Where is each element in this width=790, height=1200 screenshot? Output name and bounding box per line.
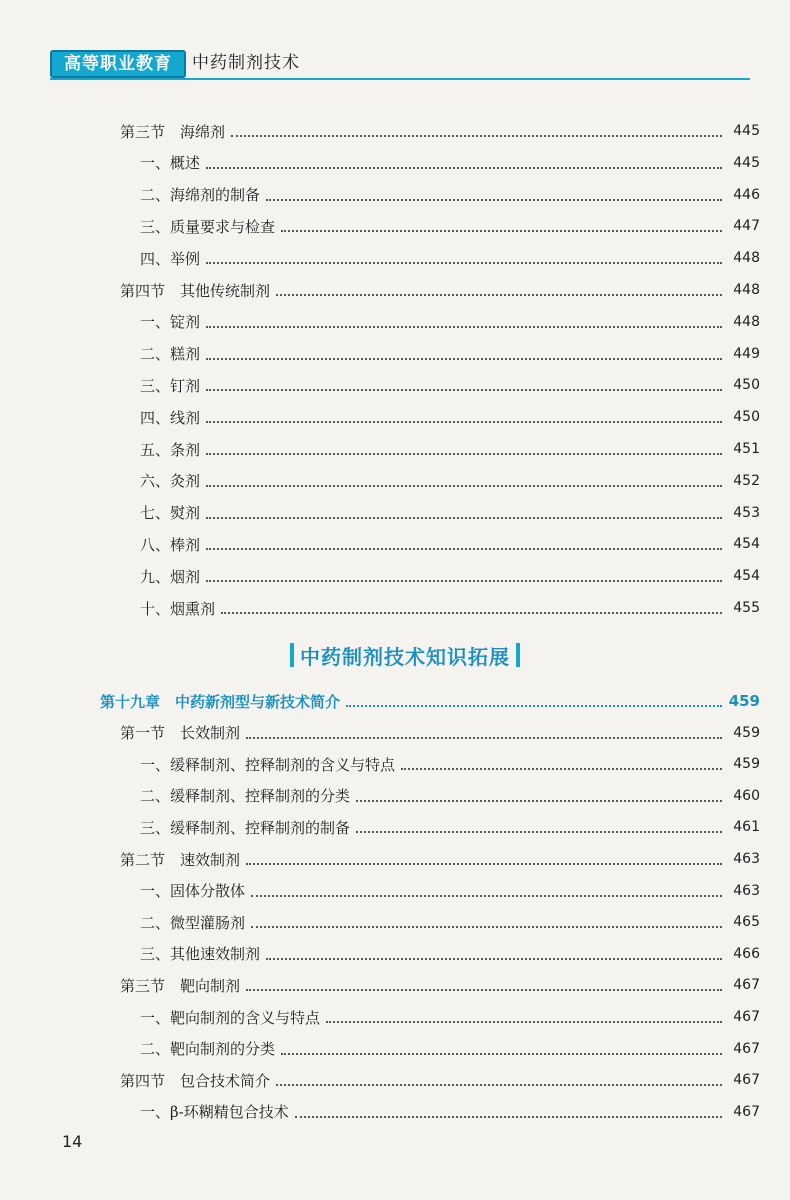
- toc-entry-page: 467: [733, 977, 760, 994]
- toc-entry-title: 三、其他速效制剂: [140, 945, 261, 964]
- toc-entry[interactable]: [120, 720, 760, 746]
- dot-leader: [206, 517, 722, 519]
- toc-entry-title: 一、缓释制剂、控释制剂的含义与特点: [140, 755, 396, 774]
- running-header: [0, 50, 790, 80]
- toc-entry-page: 451: [733, 441, 760, 457]
- dot-leader: [246, 863, 722, 865]
- toc-entry-title: 二、靶向制剂的分类: [140, 1040, 276, 1059]
- toc-entry-title: 十、烟熏剂: [140, 599, 216, 618]
- toc-entry-title: 一、靶向制剂的含义与特点: [140, 1008, 321, 1027]
- toc-entry[interactable]: [140, 814, 760, 840]
- toc-entry-title: 一、锭剂: [140, 313, 201, 332]
- dot-leader: [266, 958, 722, 960]
- toc-entry[interactable]: [140, 909, 760, 935]
- toc-entry-page: 459: [733, 724, 760, 741]
- toc-entry-title: 四、举例: [140, 249, 201, 268]
- toc-entry-title: 第三节 靶向制剂: [120, 976, 241, 995]
- dot-leader: [206, 326, 722, 328]
- toc-entry-page: 461: [733, 819, 760, 836]
- dot-leader: [295, 1116, 722, 1118]
- book-subject: 中药制剂技术: [192, 53, 300, 73]
- toc-entry[interactable]: [140, 595, 760, 621]
- toc-entry-title: 九、烟剂: [140, 567, 201, 586]
- dot-leader: [356, 831, 722, 833]
- dot-leader: [206, 262, 722, 264]
- toc-entry[interactable]: [140, 878, 760, 904]
- banner-bar-right: [516, 643, 520, 667]
- dot-leader: [346, 705, 722, 707]
- dot-leader: [206, 580, 722, 582]
- toc-entry-page: 445: [733, 123, 760, 139]
- toc-entry-page: 463: [733, 882, 760, 899]
- toc-entry-page: 446: [733, 186, 760, 203]
- toc-entry-title: 二、糕剂: [140, 345, 201, 364]
- toc-entry-title: 二、微型灌肠剂: [140, 913, 246, 932]
- toc-entry-title: 第十九章 中药新剂型与新技术简介: [100, 692, 341, 711]
- toc-entry-title: 二、海绵剂的制备: [140, 186, 261, 205]
- dot-leader: [281, 1053, 722, 1055]
- dot-leader: [251, 926, 722, 928]
- toc-entry-title: 五、条剂: [140, 440, 201, 459]
- toc-entry[interactable]: [140, 404, 760, 430]
- toc-entry[interactable]: [140, 531, 760, 557]
- toc-entry[interactable]: [100, 688, 760, 714]
- toc-entry[interactable]: [140, 309, 760, 335]
- toc-entry-page: 450: [733, 377, 760, 394]
- dot-leader: [281, 230, 722, 232]
- toc-entry-page: 450: [733, 409, 760, 426]
- page-number: 14: [62, 1132, 83, 1151]
- dot-leader: [206, 389, 722, 391]
- toc-entry[interactable]: [140, 182, 760, 208]
- toc-entry-title: 六、灸剂: [140, 472, 201, 491]
- toc-entry-page: 452: [733, 472, 760, 489]
- toc-entry-page: 453: [733, 504, 760, 521]
- toc-entry-page: 467: [733, 1040, 760, 1057]
- toc-entry[interactable]: [140, 783, 760, 809]
- toc-entry-page: 455: [733, 600, 760, 616]
- toc-entry[interactable]: [140, 213, 760, 239]
- toc-entry-page: 466: [733, 945, 760, 962]
- toc-entry-page: 449: [733, 345, 760, 362]
- series-label: 高等职业教育: [50, 50, 186, 78]
- toc-entry-page: 445: [733, 154, 760, 171]
- toc-entry-title: 第四节 包合技术简介: [120, 1071, 271, 1090]
- toc-entry[interactable]: [140, 563, 760, 589]
- toc-entry-title: 第三节 海绵剂: [120, 122, 226, 141]
- toc-entry[interactable]: [120, 277, 760, 303]
- dot-leader: [206, 485, 722, 487]
- dot-leader: [246, 737, 722, 739]
- toc-entry-page: 460: [733, 787, 760, 804]
- toc-entry-page: 459: [733, 756, 760, 773]
- dot-leader: [206, 421, 722, 423]
- toc-entry[interactable]: [140, 468, 760, 494]
- dot-leader: [326, 1021, 722, 1023]
- toc-entry[interactable]: [120, 846, 760, 872]
- toc-entry-title: 第四节 其他传统制剂: [120, 281, 271, 300]
- toc-entry[interactable]: [140, 245, 760, 271]
- dot-leader: [276, 294, 722, 296]
- toc-entry[interactable]: [140, 1099, 760, 1125]
- toc-entry-page: 463: [733, 851, 760, 867]
- toc-entry-title: 第一节 长效制剂: [120, 724, 241, 743]
- toc-entry-page: 454: [733, 568, 760, 585]
- toc-entry[interactable]: [120, 972, 760, 998]
- header-rule: [50, 78, 750, 80]
- dot-leader: [251, 895, 722, 897]
- toc-entry[interactable]: [120, 1067, 760, 1093]
- toc-entry[interactable]: [140, 500, 760, 526]
- toc-entry-title: 一、固体分散体: [140, 882, 246, 901]
- dot-leader: [231, 135, 722, 137]
- banner-title: 中药制剂技术知识拓展: [300, 644, 510, 669]
- toc-entry-title: 三、缓释制剂、控释制剂的制备: [140, 818, 351, 837]
- dot-leader: [221, 612, 722, 614]
- toc-entry-title: 七、熨剂: [140, 504, 201, 523]
- toc-entry[interactable]: [140, 941, 760, 967]
- toc-entry-title: 二、缓释制剂、控释制剂的分类: [140, 787, 351, 806]
- dot-leader: [206, 548, 722, 550]
- toc-entry-title: 一、β-环糊精包合技术: [140, 1103, 289, 1122]
- toc-entry-title: 一、概述: [140, 154, 201, 173]
- toc-entry-page: 447: [733, 218, 760, 235]
- dot-leader: [266, 199, 722, 201]
- toc-entry-title: 三、质量要求与检查: [140, 217, 276, 236]
- toc-entry-page: 454: [733, 536, 760, 553]
- toc-entry-title: 四、线剂: [140, 408, 201, 427]
- toc-entry[interactable]: [120, 118, 760, 144]
- dot-leader: [246, 989, 722, 991]
- dot-leader: [206, 453, 722, 455]
- toc-entry[interactable]: [140, 341, 760, 367]
- toc-entry-page: 448: [733, 250, 760, 267]
- toc-entry-page: 467: [733, 1072, 760, 1089]
- dot-leader: [276, 1084, 722, 1086]
- toc-entry-page: 465: [733, 914, 760, 931]
- toc-entry-page: 459: [728, 692, 760, 710]
- section-banner: [290, 640, 520, 670]
- toc-entry-page: 448: [733, 313, 760, 330]
- toc-entry[interactable]: [140, 372, 760, 398]
- toc-entry[interactable]: [140, 436, 760, 462]
- dot-leader: [401, 768, 722, 770]
- dot-leader: [206, 358, 722, 360]
- toc-entry-page: 467: [733, 1103, 760, 1120]
- toc-entry-page: 467: [733, 1009, 760, 1025]
- toc-entry[interactable]: [140, 1036, 760, 1062]
- toc-entry-title: 第二节 速效制剂: [120, 850, 241, 869]
- dot-leader: [356, 800, 722, 802]
- toc-entry[interactable]: [140, 150, 760, 176]
- toc-entry-title: 三、钉剂: [140, 376, 201, 395]
- toc-entry-title: 八、棒剂: [140, 535, 201, 554]
- toc-entry[interactable]: [140, 1004, 760, 1030]
- toc-entry-page: 448: [733, 282, 760, 298]
- dot-leader: [206, 167, 722, 169]
- toc-entry[interactable]: [140, 751, 760, 777]
